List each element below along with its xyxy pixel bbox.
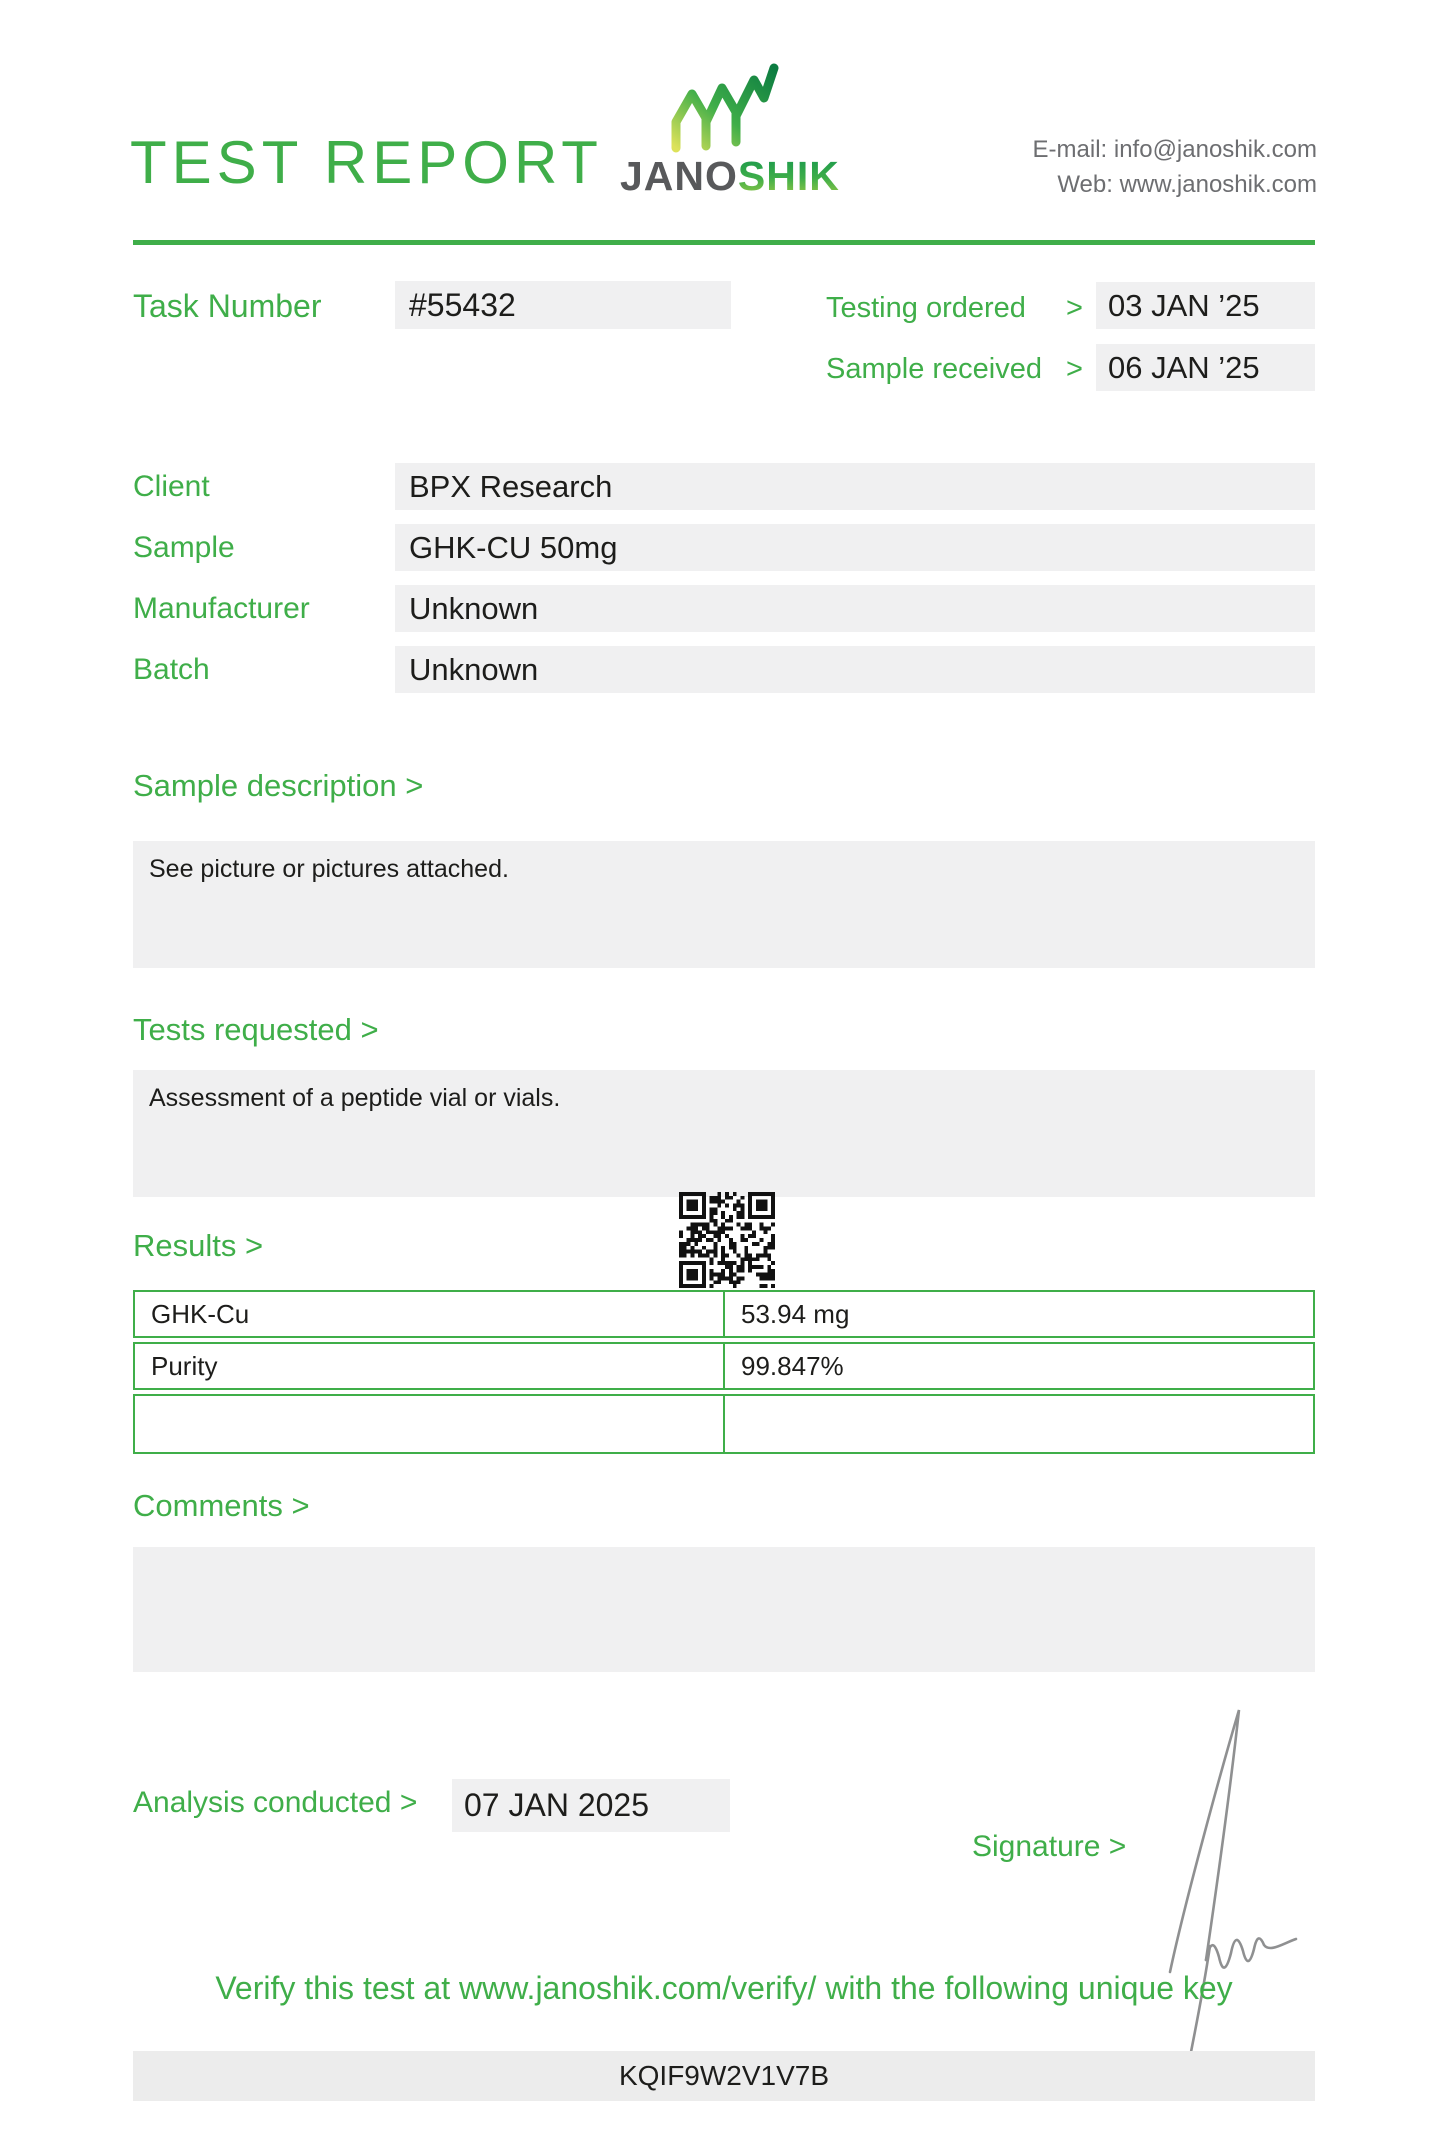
contact-web-line [1033, 167, 1317, 202]
results-arrow-icon: > [245, 1228, 264, 1263]
qr-code [677, 1192, 777, 1288]
comments-arrow-icon: > [291, 1488, 310, 1523]
tests-requested-heading-text: Tests requested [133, 1012, 352, 1047]
table-row [133, 1342, 1315, 1390]
sample-description-heading-text: Sample description [133, 768, 397, 803]
janoshik-logo [620, 62, 840, 199]
task-number-value: #55432 [395, 281, 731, 329]
logo-wordmark-secondary: SHIK [737, 153, 840, 199]
result-value-cell [725, 1396, 1313, 1452]
batch-label: Batch [133, 653, 210, 686]
sample-received-label: Sample received [826, 353, 1042, 385]
sample-received-arrow-icon: > [1066, 353, 1083, 385]
result-name-cell [135, 1396, 725, 1452]
verify-instructions: Verify this test at www.janoshik.com/verify/ with the following unique key [215, 1970, 1233, 2006]
results-heading-text: Results [133, 1228, 237, 1263]
verify-key: KQIF9W2V1V7B [133, 2051, 1315, 2101]
contact-block [1033, 132, 1317, 202]
tests-requested-heading [133, 1012, 379, 1048]
tests-requested-box: Assessment of a peptide vial or vials. [133, 1070, 1315, 1197]
testing-ordered-label: Testing ordered [826, 292, 1026, 324]
table-row [133, 1394, 1315, 1454]
growth-chart-logo-icon [666, 62, 784, 154]
header-divider [133, 240, 1315, 245]
comments-heading-text: Comments [133, 1488, 283, 1523]
sample-received-value: 06 JAN ’25 [1096, 344, 1315, 391]
result-value-cell: 53.94 mg [741, 1298, 850, 1329]
result-name-cell: Purity [135, 1344, 725, 1388]
testing-ordered-value: 03 JAN ’25 [1096, 282, 1315, 329]
client-label: Client [133, 470, 210, 503]
comments-box [133, 1547, 1315, 1672]
results-heading [133, 1228, 263, 1264]
manufacturer-label: Manufacturer [133, 592, 310, 625]
analysis-conducted-label [133, 1786, 417, 1820]
handwritten-signature [1140, 1696, 1300, 2066]
analysis-conducted-label-text: Analysis conducted [133, 1786, 392, 1819]
logo-wordmark [620, 153, 840, 199]
email-label: E-mail: [1032, 136, 1108, 163]
web-value: www.janoshik.com [1119, 171, 1317, 198]
tests-requested-arrow-icon: > [360, 1012, 379, 1047]
table-row [133, 1290, 1315, 1338]
web-label: Web: [1057, 171, 1113, 198]
task-number-label: Task Number [133, 288, 322, 324]
sample-description-arrow-icon: > [405, 768, 424, 803]
client-value: BPX Research [395, 463, 1315, 510]
sample-label: Sample [133, 531, 235, 564]
signature-label [972, 1830, 1126, 1864]
manufacturer-value: Unknown [395, 585, 1315, 632]
result-value-cell: 99.847% [741, 1350, 844, 1381]
email-value: info@janoshik.com [1113, 136, 1317, 163]
result-name-cell: GHK-Cu [135, 1292, 725, 1336]
signature-arrow-icon: > [1108, 1830, 1127, 1863]
analysis-arrow-icon: > [399, 1786, 418, 1819]
testing-ordered-arrow-icon: > [1066, 292, 1083, 324]
results-table [133, 1290, 1315, 1458]
batch-value: Unknown [395, 646, 1315, 693]
sample-value: GHK-CU 50mg [395, 524, 1315, 571]
signature-label-text: Signature [972, 1830, 1101, 1863]
sample-description-heading [133, 768, 423, 804]
comments-heading [133, 1488, 310, 1524]
sample-description-box: See picture or pictures attached. [133, 841, 1315, 968]
page-title: TEST REPORT [130, 129, 603, 196]
logo-wordmark-primary: JANO [620, 153, 738, 199]
analysis-date-value: 07 JAN 2025 [452, 1779, 730, 1832]
contact-email-line [1033, 132, 1317, 167]
